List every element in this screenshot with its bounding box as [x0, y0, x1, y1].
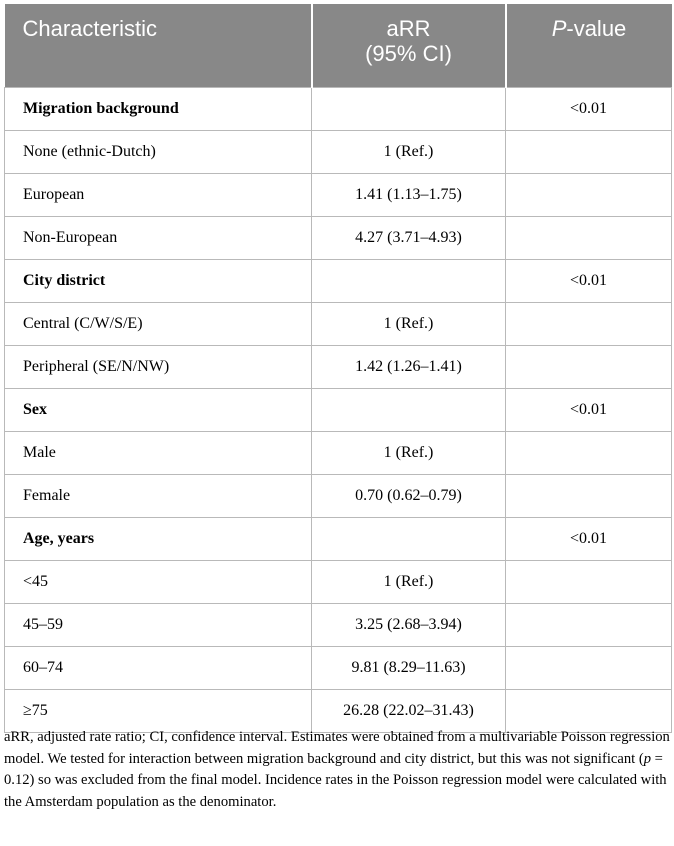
table-row	[5, 647, 672, 690]
characteristic-cell: Peripheral (SE/N/NW)	[5, 346, 312, 389]
footnote-part1: aRR, adjusted rate ratio; CI, confidence interval. Estimates were obtained from a multivariable Poisson regression model. We tested for interaction between migration background and city district, but this was not significant (	[4, 729, 670, 767]
characteristic-cell: Female	[5, 475, 312, 518]
characteristic-cell: None (ethnic-Dutch)	[5, 131, 312, 174]
header-p-italic: P	[551, 16, 567, 41]
header-arr-line1: aRR	[386, 16, 431, 41]
arr-cell: 26.28 (22.02–31.43)	[312, 690, 506, 733]
characteristic-cell: Migration background	[5, 88, 312, 131]
p-value-cell: <0.01	[506, 518, 672, 561]
table-row	[5, 475, 672, 518]
table-group-row	[5, 518, 672, 561]
arr-cell: 3.25 (2.68–3.94)	[312, 604, 506, 647]
characteristic-cell: 45–59	[5, 604, 312, 647]
table-row	[5, 561, 672, 604]
footnote-p-symbol: p	[643, 750, 652, 767]
table-row	[5, 604, 672, 647]
characteristic-cell: European	[5, 174, 312, 217]
table-group-row	[5, 389, 672, 432]
characteristic-cell: Non-European	[5, 217, 312, 260]
header-arr	[312, 4, 506, 88]
characteristic-cell: Male	[5, 432, 312, 475]
header-p-value	[506, 4, 672, 88]
table-row	[5, 346, 672, 389]
table-footnote	[4, 727, 670, 813]
p-value-cell	[506, 131, 672, 174]
characteristic-cell: City district	[5, 260, 312, 303]
arr-cell	[312, 88, 506, 131]
arr-cell: 0.70 (0.62–0.79)	[312, 475, 506, 518]
arr-cell: 1 (Ref.)	[312, 131, 506, 174]
p-value-cell	[506, 303, 672, 346]
p-value-cell: <0.01	[506, 389, 672, 432]
table-row	[5, 303, 672, 346]
table-body	[5, 88, 672, 733]
p-value-cell	[506, 432, 672, 475]
p-value-cell	[506, 561, 672, 604]
arr-cell: 1 (Ref.)	[312, 561, 506, 604]
p-value-cell	[506, 346, 672, 389]
p-value-cell	[506, 217, 672, 260]
arr-cell: 1 (Ref.)	[312, 303, 506, 346]
p-value-cell: <0.01	[506, 260, 672, 303]
arr-cell	[312, 389, 506, 432]
characteristic-cell: <45	[5, 561, 312, 604]
table-header-row	[5, 4, 672, 88]
arr-cell: 9.81 (8.29–11.63)	[312, 647, 506, 690]
p-value-cell: <0.01	[506, 88, 672, 131]
characteristic-cell: Sex	[5, 389, 312, 432]
table-row	[5, 432, 672, 475]
p-value-cell	[506, 174, 672, 217]
table-row	[5, 131, 672, 174]
characteristic-cell: Central (C/W/S/E)	[5, 303, 312, 346]
p-value-cell	[506, 647, 672, 690]
table-row	[5, 217, 672, 260]
header-arr-line2: (95% CI)	[365, 41, 452, 66]
footnote-part2: = 0.12) so was excluded from the final model. Incidence rates in the Poisson regression model were calculated with the Amsterdam population as the denominator.	[4, 750, 667, 810]
arr-cell	[312, 518, 506, 561]
characteristic-cell: Age, years	[5, 518, 312, 561]
p-value-cell	[506, 604, 672, 647]
p-value-cell	[506, 475, 672, 518]
header-characteristic: Characteristic	[5, 4, 312, 88]
header-p-rest: -value	[566, 16, 627, 41]
arr-cell: 1.41 (1.13–1.75)	[312, 174, 506, 217]
arr-cell: 1 (Ref.)	[312, 432, 506, 475]
characteristic-cell: ≥75	[5, 690, 312, 733]
characteristic-cell: 60–74	[5, 647, 312, 690]
table-group-row	[5, 260, 672, 303]
table-group-row	[5, 88, 672, 131]
results-table	[4, 4, 672, 733]
arr-cell: 4.27 (3.71–4.93)	[312, 217, 506, 260]
table-row	[5, 174, 672, 217]
arr-cell	[312, 260, 506, 303]
arr-cell: 1.42 (1.26–1.41)	[312, 346, 506, 389]
